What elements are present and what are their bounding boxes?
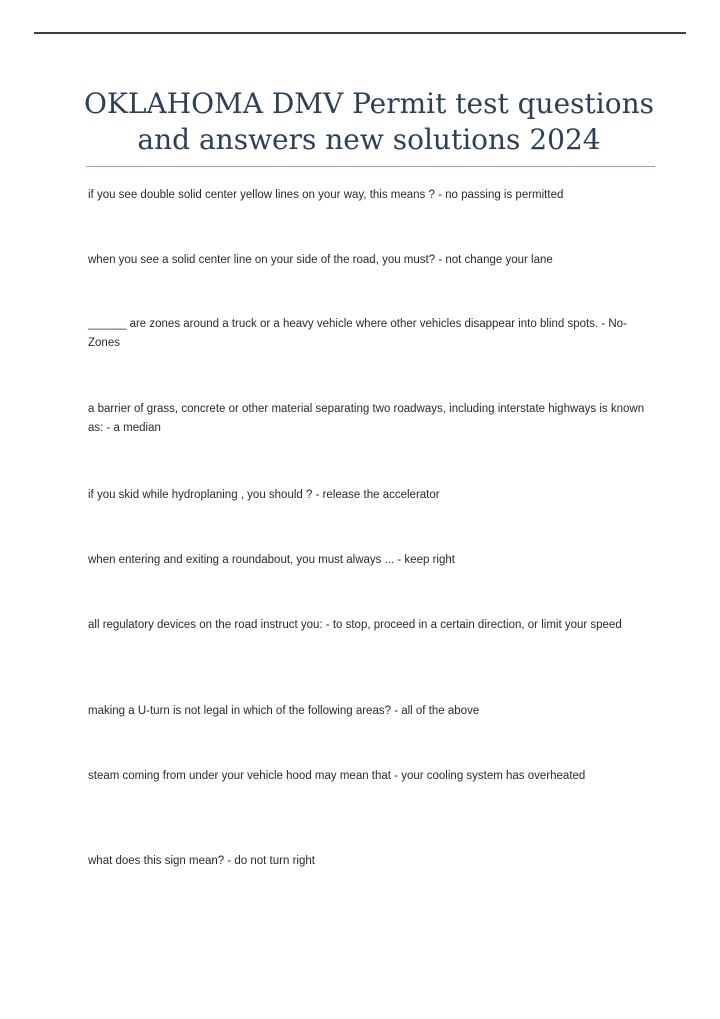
qa-item-7: all regulatory devices on the road instruct you: - to stop, proceed in a certain direction, or limit your speed [88,619,622,631]
qa-item-3: ______ are zones around a truck or a heavy vehicle where other vehicles disappear into blind spots. - No-Zones [88,318,627,349]
title-underline [86,166,655,167]
qa-item-8: making a U-turn is not legal in which of the following areas? - all of the above [88,705,480,717]
qa-item-9: steam coming from under your vehicle hood may mean that - your cooling system has overheated [88,770,586,782]
header-divider [34,32,686,34]
qa-item-4: a barrier of grass, concrete or other material separating two roadways, including interstate highways is known as: - a median [88,403,645,434]
qa-item-2: when you see a solid center line on your side of the road, you must? - not change your lane [88,254,553,266]
qa-item-10: what does this sign mean? - do not turn right [88,855,315,867]
qa-item-1: if you see double solid center yellow lines on your way, this means ? - no passing is permitted [88,189,564,201]
page-title-line-2: and answers new solutions 2024 [137,123,601,156]
page-title [84,86,654,158]
page-title-line-1: OKLAHOMA DMV Permit test questions [84,87,654,120]
qa-item-6: when entering and exiting a roundabout, you must always ... - keep right [88,554,455,566]
qa-item-5: if you skid while hydroplaning , you should ? - release the accelerator [88,489,440,501]
